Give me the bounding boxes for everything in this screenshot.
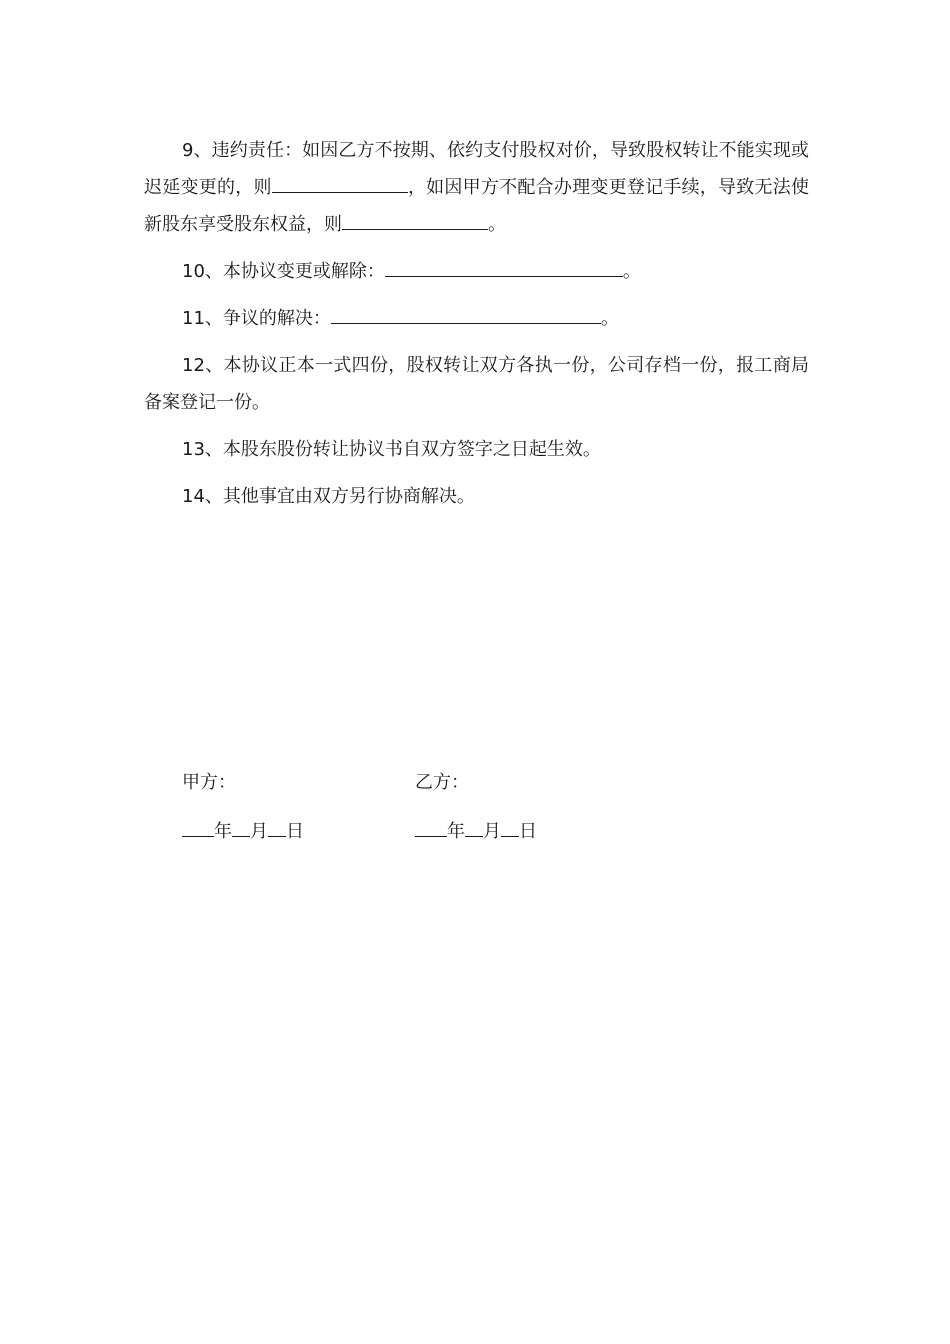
signature-labels-row bbox=[182, 768, 682, 816]
clauses-section bbox=[144, 132, 809, 525]
party-b-label: 乙方： bbox=[415, 772, 469, 793]
signature-section bbox=[182, 768, 682, 864]
clause-9-text-3: 。 bbox=[488, 214, 506, 235]
clause-11-text-1: 11、争议的解决： bbox=[182, 308, 331, 329]
year-blank bbox=[415, 816, 447, 837]
signature-dates-row bbox=[182, 816, 682, 864]
month-label: 月 bbox=[250, 821, 268, 842]
clause-11-text-2: 。 bbox=[600, 308, 619, 329]
clause-9 bbox=[144, 132, 809, 243]
party-a-date bbox=[182, 816, 304, 847]
day-blank bbox=[268, 816, 286, 837]
year-blank bbox=[182, 816, 214, 837]
party-a-label: 甲方： bbox=[182, 772, 236, 793]
clause-11-blank bbox=[331, 301, 601, 324]
clause-10 bbox=[144, 253, 809, 290]
year-label: 年 bbox=[447, 821, 465, 842]
clause-9-blank-2 bbox=[342, 207, 488, 230]
month-blank bbox=[465, 816, 483, 837]
year-label: 年 bbox=[214, 821, 232, 842]
clause-9-text-1: 9、违约责任：如因乙方不按期、依约支付股权对价，导致股权转让不能实现或迟延变更的，则 bbox=[144, 140, 809, 198]
clause-14: 14、其他事宜由双方另行协商解决。 bbox=[182, 486, 475, 507]
day-label: 日 bbox=[286, 821, 304, 842]
day-blank bbox=[501, 816, 519, 837]
clause-11 bbox=[144, 300, 809, 337]
clause-10-text-1: 10、本协议变更或解除： bbox=[182, 261, 385, 282]
party-b-date bbox=[415, 816, 537, 847]
day-label: 日 bbox=[519, 821, 537, 842]
month-blank bbox=[232, 816, 250, 837]
clause-9-text-2: ，如因甲方不配合办理变更登记手续，导致无法使新股东享受股东权益，则 bbox=[144, 177, 810, 235]
clause-12: 12、本协议正本一式四份，股权转让双方各执一份，公司存档一份，报工商局备案登记一份。 bbox=[144, 355, 809, 413]
month-label: 月 bbox=[483, 821, 501, 842]
clause-13: 13、本股东股份转让协议书自双方签字之日起生效。 bbox=[182, 439, 601, 460]
clause-10-blank bbox=[385, 254, 623, 277]
clause-10-text-2: 。 bbox=[622, 261, 641, 282]
clause-9-blank-1 bbox=[272, 170, 408, 193]
